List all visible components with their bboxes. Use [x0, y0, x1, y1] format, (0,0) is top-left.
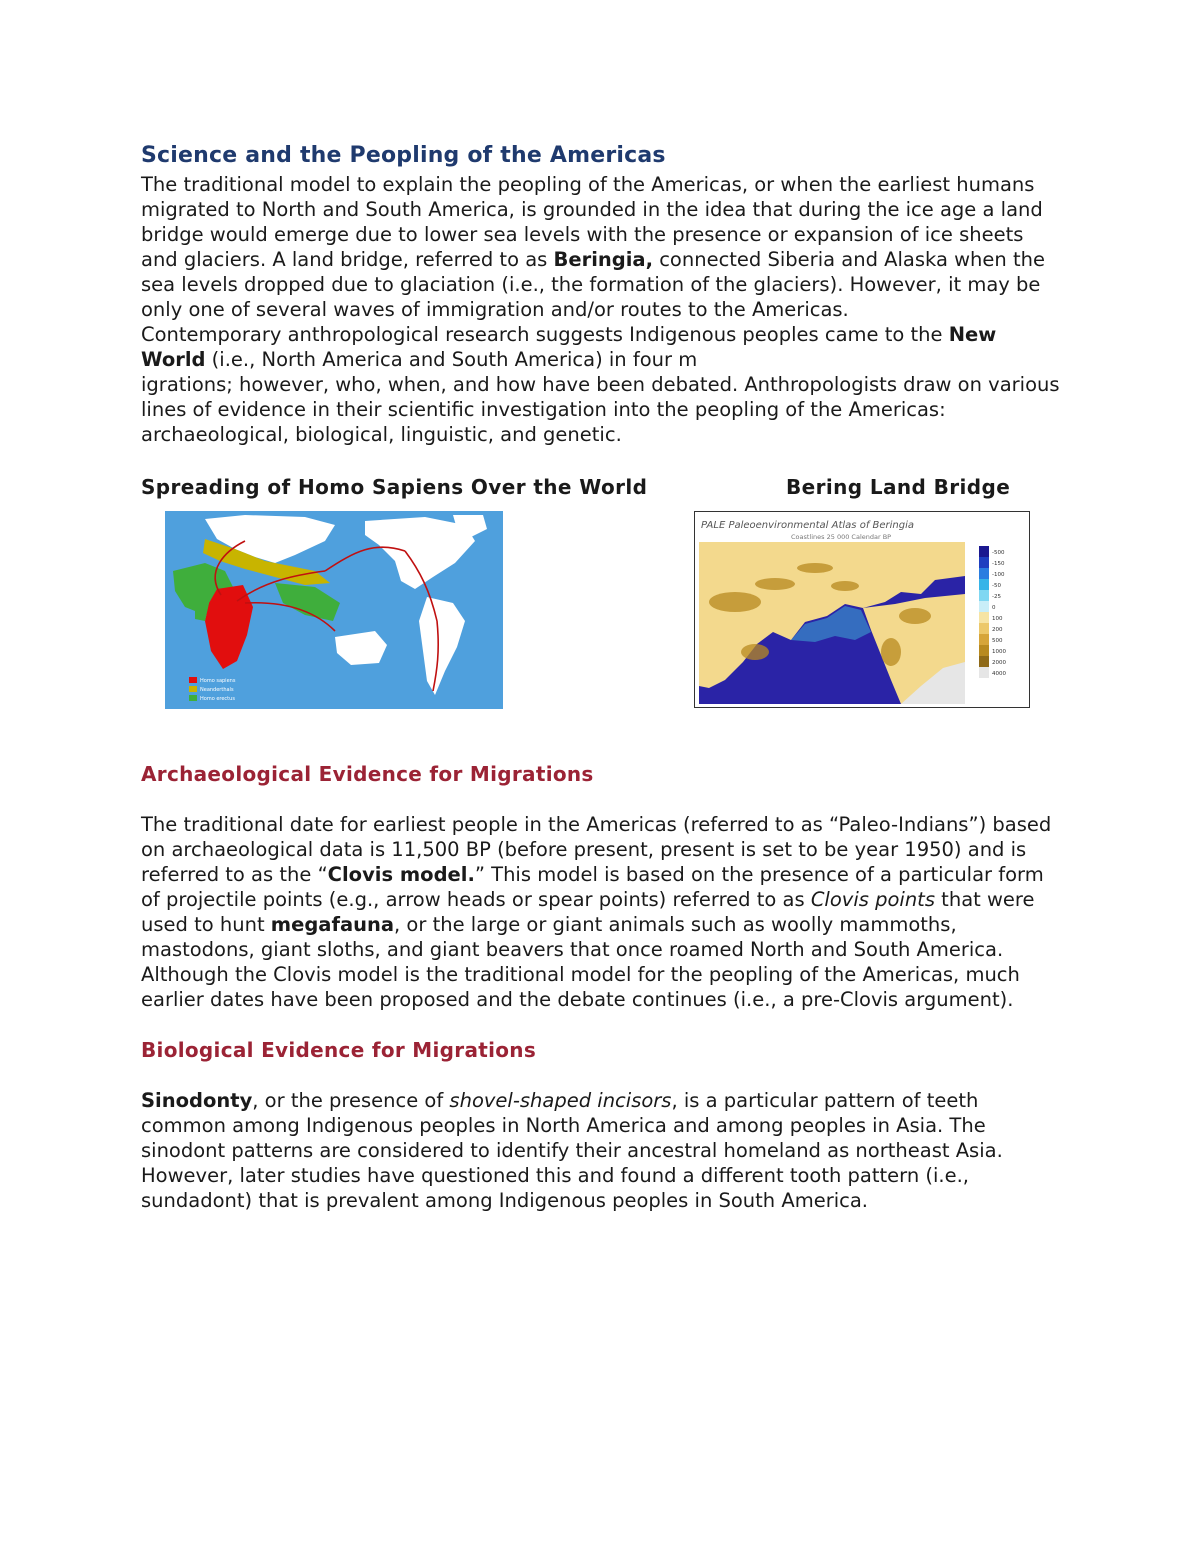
intro-text: (i.e., North America and South America) in four m	[205, 348, 698, 371]
archaeological-paragraph	[141, 812, 1061, 1012]
body-text: The traditional date for earliest people in the Americas (referred to as “Paleo-Indians”) based on archaeological data is 11,500 BP (before present, present is set to be year 1950) and is referred to as the “	[141, 813, 1052, 886]
svg-text:-25: -25	[992, 594, 1001, 600]
page-title: Science and the Peopling of the Americas	[141, 143, 666, 168]
clovis-model-term: Clovis model.	[327, 863, 475, 886]
intro-text: The traditional model to explain the peopling of the Americas, or when the earliest humans migrated to North and South America, is grounded in the idea that during the ice age a land bridge would emerge due to lower sea levels with the presence or expansion of ice sheets and glaciers. A land bridge, referred to as	[141, 173, 1043, 271]
figure-caption-bering: Bering Land Bridge	[786, 475, 1011, 499]
intro-text: Contemporary anthropological research suggests Indigenous peoples came to the	[141, 323, 949, 346]
bering-map-subtitle: Coastlines 25 000 Calendar BP	[791, 533, 892, 541]
figure-row	[141, 475, 1061, 730]
new-world-term: New World	[141, 323, 997, 371]
svg-text:4000: 4000	[992, 671, 1006, 677]
biological-heading: Biological Evidence for Migrations	[141, 1038, 537, 1062]
world-migration-map	[165, 511, 503, 709]
biological-paragraph	[141, 1088, 1061, 1213]
archaeological-heading: Archaeological Evidence for Migrations	[141, 762, 594, 786]
intro-paragraph-1	[141, 172, 1061, 322]
svg-text:200: 200	[992, 627, 1003, 633]
svg-text:-150: -150	[992, 561, 1005, 567]
shovel-incisors-term: shovel-shaped incisors	[449, 1089, 672, 1112]
sinodonty-term: Sinodonty	[141, 1089, 253, 1112]
svg-text:Homo sapiens: Homo sapiens	[200, 678, 236, 684]
beringia-term: Beringia,	[553, 248, 653, 271]
intro-text: connected Siberia and Alaska when the sea levels dropped due to glaciation (i.e., the formation of the glaciers). However, it may be only one of several waves of immigration and/or routes to the Americas.	[141, 248, 1045, 321]
intro-paragraph-3: igrations; however, who, when, and how have been debated. Anthropologists draw on various lines of evidence in their scientific investigation into the peopling of the Americas: archaeological, biological, linguistic, and genetic.	[141, 373, 1060, 446]
bering-legend	[979, 546, 1006, 678]
body-text: ” This model is based on the presence of a particular form of projectile points (e.g., arrow heads or spear points) referred to as	[141, 863, 1044, 911]
body-text: , is a particular pattern of teeth common among Indigenous peoples in North America and among peoples in Asia. The sinodont patterns are considered to identify their ancestral homeland as northeast Asia. However, later studies have questioned this and found a different tooth pattern (i.e., sundadont) that is prevalent among Indigenous peoples in South America.	[141, 1089, 1003, 1212]
intro-paragraph-2	[141, 322, 1061, 372]
svg-text:-500: -500	[992, 550, 1005, 556]
svg-text:Neanderthals: Neanderthals	[200, 687, 234, 693]
megafauna-term: megafauna	[270, 913, 395, 936]
document-page	[141, 140, 1061, 1213]
bering-map	[694, 511, 1030, 708]
body-text: , or the large or giant animals such as woolly mammoths, mastodons, giant sloths, and giant beavers that once roamed North and South America. Although the Clovis model is the traditional model for the peopling of the Americas, much earlier dates have been proposed and the debate continues (i.e., a pre-Clovis argument).	[141, 913, 1020, 1011]
map-legend	[189, 677, 236, 702]
svg-text:500: 500	[992, 638, 1003, 644]
figure-caption-spreading: Spreading of Homo Sapiens Over the World	[141, 475, 648, 499]
body-text: , or the presence of	[252, 1089, 450, 1112]
body-text: that were used to hunt	[141, 888, 1035, 936]
bering-map-title: PALE Paleoenvironmental Atlas of Beringia	[701, 520, 915, 531]
clovis-points-term: Clovis points	[810, 888, 935, 911]
svg-text:Homo erectus: Homo erectus	[200, 696, 235, 702]
svg-text:100: 100	[992, 616, 1003, 622]
svg-text:1000: 1000	[992, 649, 1006, 655]
svg-text:-50: -50	[992, 583, 1001, 589]
svg-text:0: 0	[992, 605, 996, 611]
svg-text:-100: -100	[992, 572, 1005, 578]
svg-text:2000: 2000	[992, 660, 1006, 666]
